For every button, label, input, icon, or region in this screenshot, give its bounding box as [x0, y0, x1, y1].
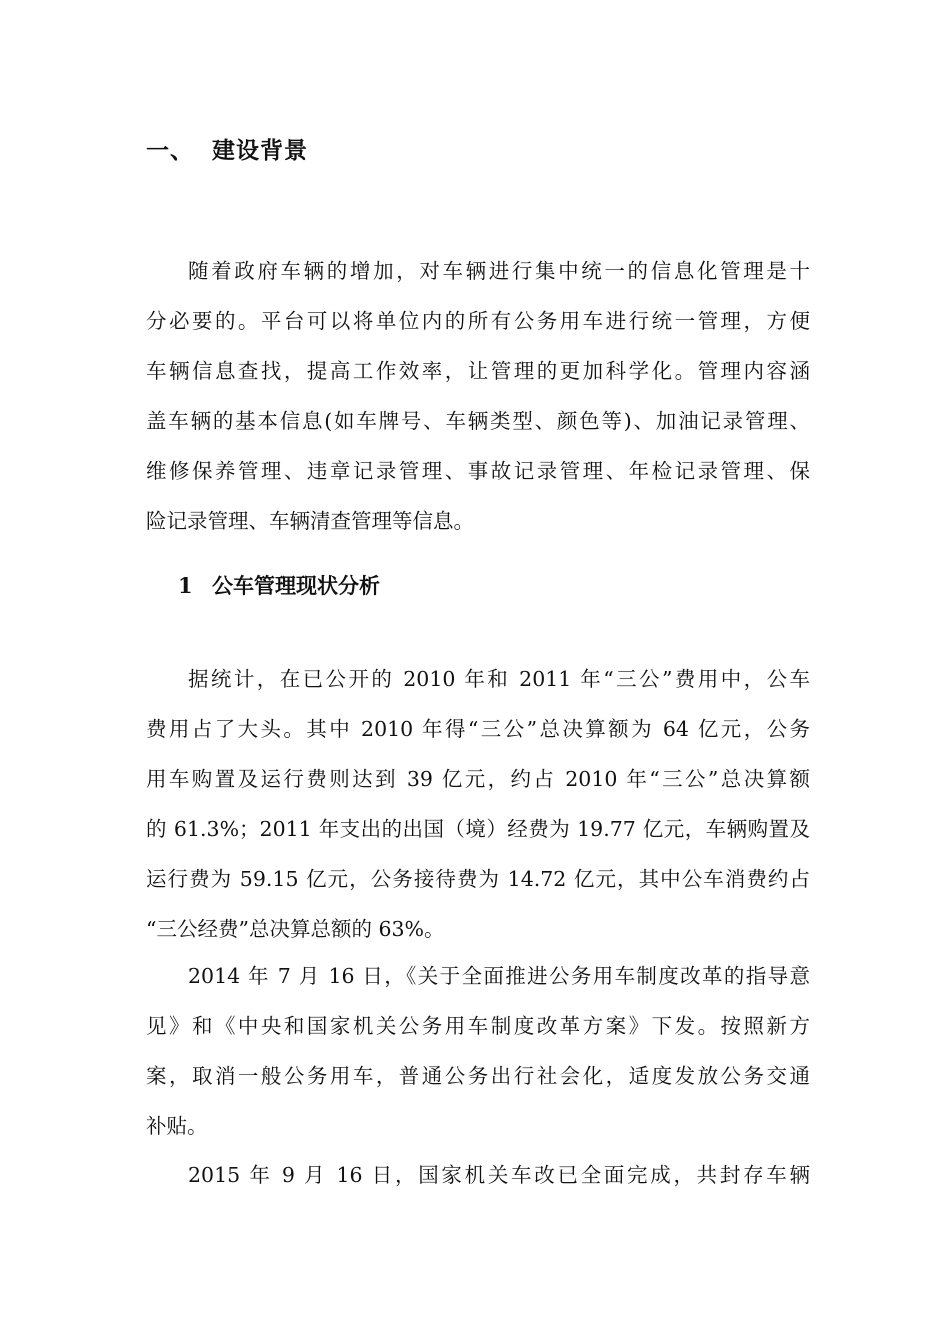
paragraph-line: 案，取消一般公务用车，普通公务出行社会化，适度发放公务交通 [146, 1064, 810, 1088]
paragraph-line: 费用占了大头。其中 2010 年得“三公”总决算额为 64 亿元，公务 [146, 717, 810, 741]
subsection-title: 公车管理现状分析 [212, 573, 380, 598]
paragraph-line: 险记录管理、车辆清查管理等信息。 [146, 509, 474, 533]
paragraph-reform-2014 [146, 951, 810, 1151]
subsection-heading [178, 570, 380, 600]
paragraph-line: 车辆信息查找，提高工作效率，让管理的更加科学化。管理内容涵 [146, 359, 810, 383]
paragraph-line: 盖车辆的基本信息(如车牌号、车辆类型、颜色等)、加油记录管理、 [146, 409, 810, 433]
paragraph-background [146, 246, 810, 546]
paragraph-line: 的 61.3%；2011 年支出的出国（境）经费为 19.77 亿元，车辆购置及 [146, 817, 810, 841]
paragraph-reform-2015 [146, 1150, 810, 1200]
paragraph-line: 2014 年 7 月 16 日，《关于全面推进公务用车制度改革的指导意 [188, 964, 810, 988]
paragraph-line: “三公经费”总决算总额的 63%。 [146, 917, 445, 941]
paragraph-line: 用车购置及运行费则达到 39 亿元，约占 2010 年“三公”总决算额 [146, 767, 810, 791]
paragraph-statistics [146, 654, 810, 954]
paragraph-line: 2015 年 9 月 16 日，国家机关车改已全面完成，共封存车辆 [188, 1163, 810, 1187]
section-number: 一、 [146, 137, 194, 164]
paragraph-line: 运行费为 59.15 亿元，公务接待费为 14.72 亿元，其中公车消费约占 [146, 867, 810, 891]
paragraph-line: 随着政府车辆的增加，对车辆进行集中统一的信息化管理是十 [188, 259, 810, 283]
paragraph-line: 据统计，在已公开的 2010 年和 2011 年“三公”费用中，公车 [188, 667, 810, 691]
paragraph-line: 见》和《中央和国家机关公务用车制度改革方案》下发。按照新方 [146, 1014, 810, 1038]
paragraph-line: 维修保养管理、违章记录管理、事故记录管理、年检记录管理、保 [146, 459, 810, 483]
paragraph-line: 补贴。 [146, 1114, 208, 1138]
section-heading [146, 132, 308, 165]
section-title: 建设背景 [212, 137, 308, 164]
subsection-number: 1 [178, 573, 193, 598]
paragraph-line: 分必要的。平台可以将单位内的所有公务用车进行统一管理，方便 [146, 309, 810, 333]
